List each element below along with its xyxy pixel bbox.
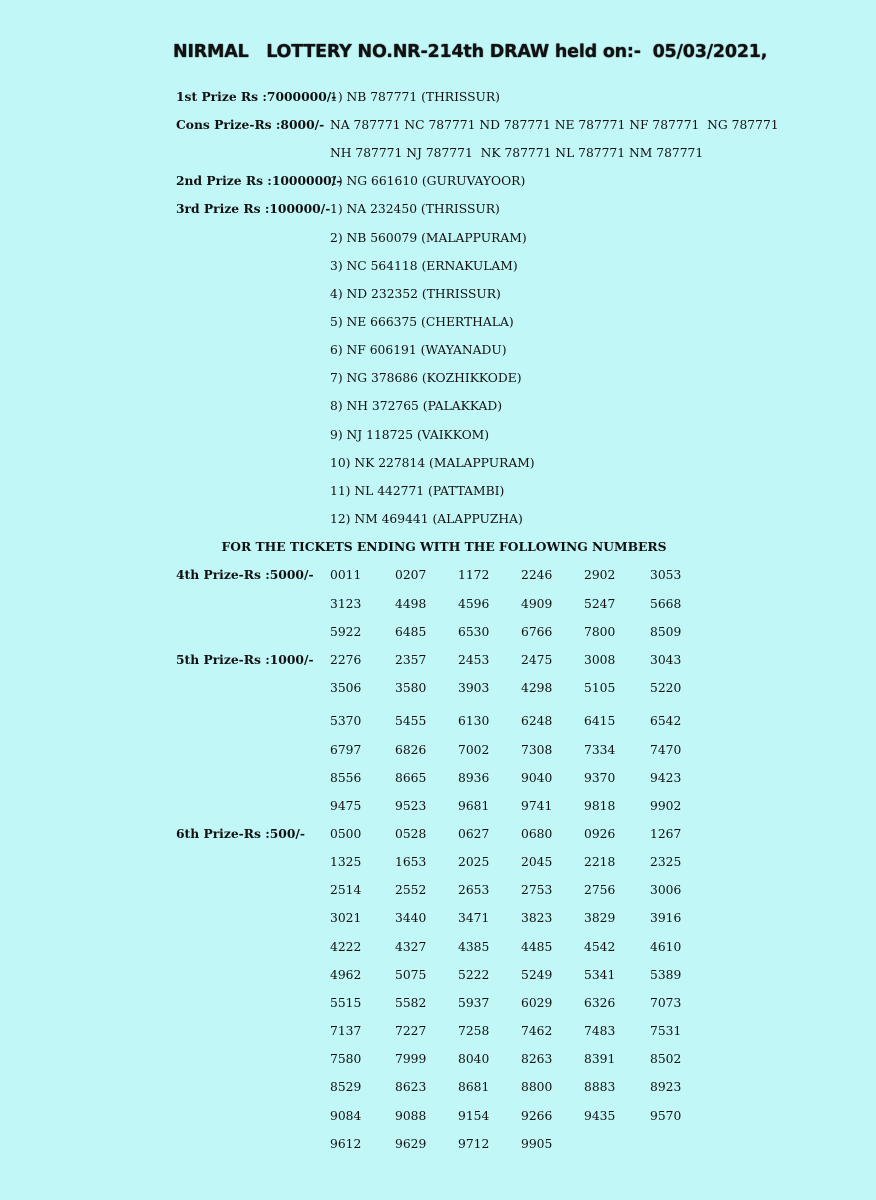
fifth-prize-number: 6415 (584, 714, 616, 728)
third-prize-row (0, 256, 876, 276)
sixth-prize-number: 9570 (650, 1109, 682, 1123)
fifth-prize-number: 2475 (521, 653, 553, 667)
sixth-prize-number: 1325 (330, 855, 362, 869)
fifth-prize-row (0, 740, 876, 760)
sixth-prize-number: 8681 (458, 1080, 490, 1094)
cons-prize-label: Cons Prize-Rs :8000/- (176, 117, 325, 132)
third-prize-value: 4) ND 232352 (THRISSUR) (330, 287, 501, 301)
sixth-prize-number: 7073 (650, 996, 682, 1010)
sixth-prize-number: 4222 (330, 940, 362, 954)
fourth-prize-number: 7800 (584, 625, 616, 639)
fifth-prize-number: 4298 (521, 681, 553, 695)
sixth-prize-number: 7531 (650, 1024, 682, 1038)
fifth-prize-number: 5370 (330, 714, 362, 728)
fourth-prize-number: 5247 (584, 597, 616, 611)
fourth-prize-number: 6530 (458, 625, 490, 639)
sixth-prize-number: 4327 (395, 940, 427, 954)
cons-prize-row-2 (0, 143, 876, 163)
fourth-prize-label: 4th Prize-Rs :5000/- (176, 567, 314, 582)
sixth-prize-number: 7137 (330, 1024, 362, 1038)
sixth-prize-number: 3829 (584, 911, 616, 925)
fourth-prize-number: 8509 (650, 625, 682, 639)
sixth-prize-number: 0528 (395, 827, 427, 841)
fifth-prize-number: 2357 (395, 653, 427, 667)
sixth-prize-number: 1653 (395, 855, 427, 869)
third-prize-value: 6) NF 606191 (WAYANADU) (330, 343, 507, 357)
fifth-prize-number: 9818 (584, 799, 616, 813)
fifth-prize-number: 9902 (650, 799, 682, 813)
fourth-prize-number: 4498 (395, 597, 427, 611)
fifth-prize-number: 8556 (330, 771, 362, 785)
third-prize-value: 12) NM 469441 (ALAPPUZHA) (330, 512, 523, 526)
sixth-prize-number: 8800 (521, 1080, 553, 1094)
fifth-prize-number: 9475 (330, 799, 362, 813)
third-prize-value: 3) NC 564118 (ERNAKULAM) (330, 259, 518, 273)
third-prize-row (0, 368, 876, 388)
sixth-prize-number: 7227 (395, 1024, 427, 1038)
fourth-prize-number: 5922 (330, 625, 362, 639)
sixth-prize-number: 9905 (521, 1137, 553, 1151)
fifth-prize-row (0, 678, 876, 698)
sixth-prize-number: 5389 (650, 968, 682, 982)
fifth-prize-number: 6542 (650, 714, 682, 728)
fifth-prize-number: 9681 (458, 799, 490, 813)
third-prize-value: 5) NE 666375 (CHERTHALA) (330, 315, 514, 329)
third-prize-row (0, 481, 876, 501)
sixth-prize-row (0, 1106, 876, 1126)
fifth-prize-row (0, 711, 876, 731)
sixth-prize-number: 8883 (584, 1080, 616, 1094)
third-prize-value: 11) NL 442771 (PATTAMBI) (330, 484, 505, 498)
fifth-prize-number: 9423 (650, 771, 682, 785)
sixth-prize-number: 7580 (330, 1052, 362, 1066)
fifth-prize-number: 9741 (521, 799, 553, 813)
sixth-prize-number: 5222 (458, 968, 490, 982)
sixth-prize-number: 2514 (330, 883, 362, 897)
sixth-prize-number: 0926 (584, 827, 616, 841)
sixth-prize-number: 7462 (521, 1024, 553, 1038)
fifth-prize-number: 2453 (458, 653, 490, 667)
sixth-prize-number: 6029 (521, 996, 553, 1010)
sixth-prize-row (0, 1021, 876, 1041)
sixth-prize-number: 2753 (521, 883, 553, 897)
sixth-prize-number: 3823 (521, 911, 553, 925)
sixth-prize-number: 8502 (650, 1052, 682, 1066)
sixth-prize-number: 9266 (521, 1109, 553, 1123)
sixth-prize-number: 2325 (650, 855, 682, 869)
fifth-prize-number: 6130 (458, 714, 490, 728)
third-prize-label: 3rd Prize Rs :100000/- (176, 201, 331, 216)
sixth-prize-number: 2218 (584, 855, 616, 869)
sixth-prize-number: 8623 (395, 1080, 427, 1094)
sixth-prize-number: 8923 (650, 1080, 682, 1094)
third-prize-value: 8) NH 372765 (PALAKKAD) (330, 399, 503, 413)
fourth-prize-number: 4596 (458, 597, 490, 611)
sixth-prize-number: 5937 (458, 996, 490, 1010)
sixth-prize-number: 6326 (584, 996, 616, 1010)
third-prize-row (0, 340, 876, 360)
fifth-prize-number: 7334 (584, 743, 616, 757)
sixth-prize-row (0, 1077, 876, 1097)
cons-prize-row (0, 115, 876, 135)
fifth-prize-number: 9370 (584, 771, 616, 785)
third-prize-row (0, 284, 876, 304)
sixth-prize-number: 8263 (521, 1052, 553, 1066)
sixth-prize-number: 2552 (395, 883, 427, 897)
sixth-prize-number: 8529 (330, 1080, 362, 1094)
fourth-prize-row (0, 594, 876, 614)
sixth-prize-number: 5582 (395, 996, 427, 1010)
sixth-prize-number: 9712 (458, 1137, 490, 1151)
third-prize-value: 2) NB 560079 (MALAPPURAM) (330, 231, 527, 245)
sixth-prize-number: 4485 (521, 940, 553, 954)
fifth-prize-number: 8665 (395, 771, 427, 785)
sixth-prize-number: 4542 (584, 940, 616, 954)
second-prize-value: 1) NG 661610 (GURUVAYOOR) (330, 174, 526, 188)
fourth-prize-number: 0011 (330, 568, 362, 582)
sixth-prize-row (0, 937, 876, 957)
sixth-prize-row (0, 965, 876, 985)
fourth-prize-number: 1172 (458, 568, 490, 582)
fourth-prize-number: 3123 (330, 597, 362, 611)
fourth-prize-row (0, 565, 876, 585)
fifth-prize-number: 7470 (650, 743, 682, 757)
sixth-prize-number: 8391 (584, 1052, 616, 1066)
page-title: NIRMAL LOTTERY NO.NR-214th DRAW held on:- 05/03/2021, (173, 42, 768, 62)
sixth-prize-number: 7258 (458, 1024, 490, 1038)
fifth-prize-number: 6248 (521, 714, 553, 728)
sixth-prize-row (0, 908, 876, 928)
sixth-prize-number: 9154 (458, 1109, 490, 1123)
sixth-prize-number: 0627 (458, 827, 490, 841)
fourth-prize-row (0, 622, 876, 642)
fifth-prize-number: 9523 (395, 799, 427, 813)
sixth-prize-number: 7483 (584, 1024, 616, 1038)
sixth-prize-number: 5515 (330, 996, 362, 1010)
third-prize-value: 1) NA 232450 (THRISSUR) (330, 202, 500, 216)
first-prize-row (0, 87, 876, 107)
sixth-prize-number: 3006 (650, 883, 682, 897)
fifth-prize-number: 3506 (330, 681, 362, 695)
fifth-prize-number: 3008 (584, 653, 616, 667)
fifth-prize-number: 7002 (458, 743, 490, 757)
third-prize-row (0, 425, 876, 445)
sixth-prize-number: 4385 (458, 940, 490, 954)
fifth-prize-number: 8936 (458, 771, 490, 785)
third-prize-row (0, 453, 876, 473)
sixth-prize-row (0, 1134, 876, 1154)
sixth-prize-number: 3471 (458, 911, 490, 925)
fifth-prize-number: 2276 (330, 653, 362, 667)
sixth-prize-number: 8040 (458, 1052, 490, 1066)
third-prize-value: 7) NG 378686 (KOZHIKKODE) (330, 371, 522, 385)
sixth-prize-row (0, 880, 876, 900)
sixth-prize-number: 1267 (650, 827, 682, 841)
first-prize-label: 1st Prize Rs :7000000/- (176, 89, 337, 104)
sixth-prize-number: 5341 (584, 968, 616, 982)
fourth-prize-number: 3053 (650, 568, 682, 582)
sixth-prize-row (0, 852, 876, 872)
sixth-prize-number: 3021 (330, 911, 362, 925)
sixth-prize-number: 4610 (650, 940, 682, 954)
sixth-prize-number: 2025 (458, 855, 490, 869)
sixth-prize-number: 3916 (650, 911, 682, 925)
fifth-prize-row (0, 796, 876, 816)
sixth-prize-number: 9612 (330, 1137, 362, 1151)
sixth-prize-number: 9084 (330, 1109, 362, 1123)
sixth-prize-row (0, 1049, 876, 1069)
third-prize-value: 10) NK 227814 (MALAPPURAM) (330, 456, 535, 470)
fifth-prize-number: 9040 (521, 771, 553, 785)
fifth-prize-number: 6826 (395, 743, 427, 757)
sixth-prize-number: 4962 (330, 968, 362, 982)
sixth-prize-number: 9629 (395, 1137, 427, 1151)
fifth-prize-number: 5105 (584, 681, 616, 695)
sixth-prize-number: 0680 (521, 827, 553, 841)
fourth-prize-number: 5668 (650, 597, 682, 611)
third-prize-row (0, 199, 876, 219)
cons-prize-line-2: NH 787771 NJ 787771 NK 787771 NL 787771 NM 787771 (330, 146, 704, 160)
sixth-prize-number: 2045 (521, 855, 553, 869)
fourth-prize-number: 4909 (521, 597, 553, 611)
fifth-prize-number: 3903 (458, 681, 490, 695)
first-prize-value: 1) NB 787771 (THRISSUR) (330, 90, 500, 104)
second-prize-label: 2nd Prize Rs :1000000/- (176, 173, 342, 188)
fifth-prize-number: 6797 (330, 743, 362, 757)
fifth-prize-number: 5220 (650, 681, 682, 695)
sixth-prize-label: 6th Prize-Rs :500/- (176, 826, 305, 841)
fifth-prize-number: 5455 (395, 714, 427, 728)
sixth-prize-number: 7999 (395, 1052, 427, 1066)
ending-numbers-heading: FOR THE TICKETS ENDING WITH THE FOLLOWING NUMBERS (221, 539, 667, 554)
third-prize-row (0, 396, 876, 416)
sixth-prize-number: 5075 (395, 968, 427, 982)
fifth-prize-row (0, 650, 876, 670)
third-prize-row (0, 312, 876, 332)
fourth-prize-number: 2246 (521, 568, 553, 582)
fourth-prize-number: 6485 (395, 625, 427, 639)
fifth-prize-number: 7308 (521, 743, 553, 757)
sixth-prize-number: 3440 (395, 911, 427, 925)
second-prize-row (0, 171, 876, 191)
sixth-prize-number: 9435 (584, 1109, 616, 1123)
third-prize-row (0, 509, 876, 529)
cons-prize-line-1: NA 787771 NC 787771 ND 787771 NE 787771 NF 787771 NG 787771 (330, 118, 779, 132)
sixth-prize-row (0, 824, 876, 844)
fourth-prize-number: 0207 (395, 568, 427, 582)
third-prize-row (0, 228, 876, 248)
sixth-prize-number: 2653 (458, 883, 490, 897)
fifth-prize-number: 3580 (395, 681, 427, 695)
sixth-prize-number: 0500 (330, 827, 362, 841)
sixth-prize-number: 9088 (395, 1109, 427, 1123)
fourth-prize-number: 6766 (521, 625, 553, 639)
sixth-prize-number: 5249 (521, 968, 553, 982)
third-prize-value: 9) NJ 118725 (VAIKKOM) (330, 428, 490, 442)
fourth-prize-number: 2902 (584, 568, 616, 582)
fifth-prize-number: 3043 (650, 653, 682, 667)
sixth-prize-row (0, 993, 876, 1013)
sixth-prize-number: 2756 (584, 883, 616, 897)
fifth-prize-row (0, 768, 876, 788)
fifth-prize-label: 5th Prize-Rs :1000/- (176, 652, 314, 667)
